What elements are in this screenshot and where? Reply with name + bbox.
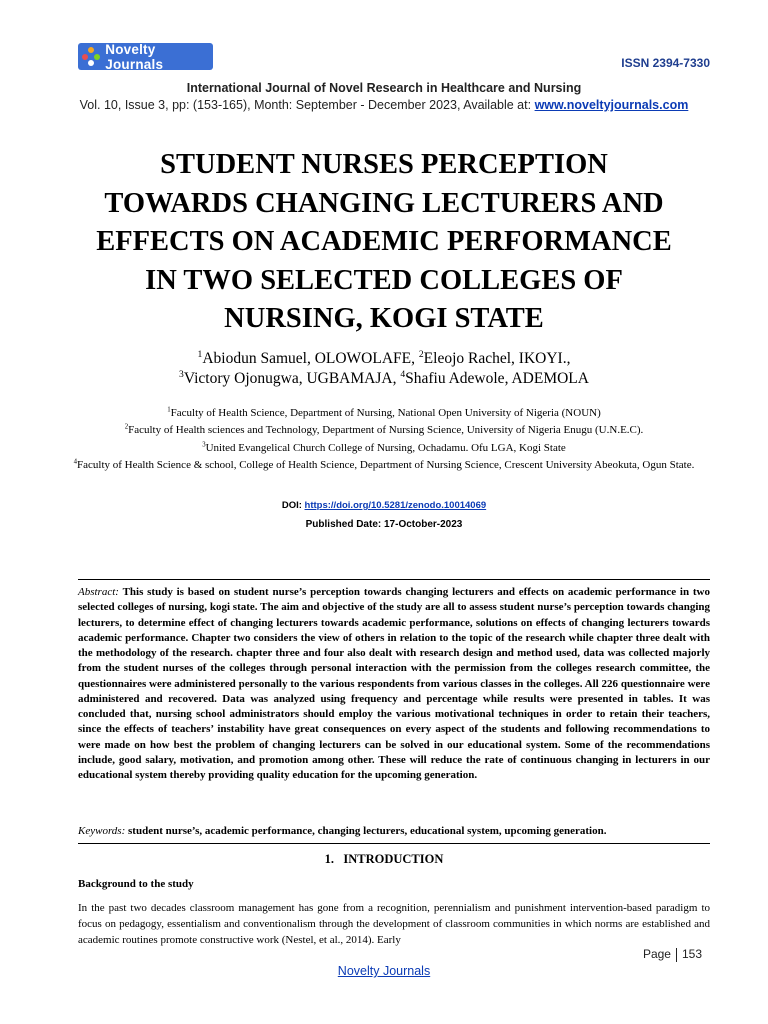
abstract-text: This study is based on student nurse’s perception towards changing lecturers and effects on academic performance in two selected colleges of nursing, kogi state. The aim and objective of the study are all to assess student nurse’s perception towards changing lecturers, to determine effect of changing lecturers towards academic performance, solutions on effects of changing lecturers towards academic performance. Chapter two considers the view of others in relation to the topic of the research while chapter three dealt with the methodology of the research. chapter three and four also dealt with research design and method used, data was collected majorly from the student nurses of the colleges through personal interaction with the permission from the colleges research committee, the questionnaires were administered personally to the various respondents from various classes in the colleges. All 226 questionnaire were administered and recovered. Data was analyzed using frequency and percentage while results were presented in tables. It was concluded that, nursing school administrators should employ the various motivational techniques in order to retain their teachers, since the effects of teachers’ instability have great consequences on every aspect of the students and following recommendations to were made on how best the problem of changing lecturers can be solved in our educational system. Some of the recommendations include, good salary, motivation, and promotion among other. These will reduce the rate of continuous changing in lecturers in our educational system thereby providing quality education for the upcoming generation. (78, 586, 710, 781)
title-line: TOWARDS CHANGING LECTURERS AND (104, 187, 664, 219)
affiliation-sup: 3 (202, 440, 206, 448)
author-name: Abiodun Samuel, OLOWOLAFE, (202, 350, 419, 367)
affiliations (60, 405, 708, 474)
doi-line (0, 500, 768, 511)
author-name: Eleojo Rachel, IKOYI., (423, 350, 571, 367)
keywords-label: Keywords: (78, 825, 126, 837)
paper-title (60, 146, 708, 339)
affiliation-sup: 2 (124, 423, 129, 431)
section-heading: 1. INTRODUCTION (324, 852, 444, 866)
issn-number: ISSN 2394-7330 (621, 56, 710, 70)
affiliation: Faculty of Health Science, Department of Nursing, National Open University of Nigeria (NOUN) (170, 407, 601, 419)
title-line: IN TWO SELECTED COLLEGES OF (145, 264, 623, 296)
abstract (78, 585, 710, 783)
website-link[interactable]: www.noveltyjournals.com (534, 98, 689, 112)
keywords (78, 825, 710, 837)
publisher-logo[interactable] (78, 43, 213, 70)
author-sup: 1 (197, 348, 203, 360)
author-name: Shafiu Adewole, ADEMOLA (405, 370, 589, 387)
title-line: EFFECTS ON ACADEMIC PERFORMANCE (96, 226, 672, 257)
subsection-heading: Background to the study (78, 878, 194, 890)
affiliation: United Evangelical Church College of Nursing, Ochadamu. Ofu LGA, Kogi State (205, 441, 566, 454)
page-divider (676, 948, 677, 962)
intro-paragraph: In the past two decades classroom management has gone from a recognition, perennialism and punishment intervention-based paradigm to focus on pedagogy, essentialism and conventionalism through the development of classroom communities in which norms are established and academic routines promote constructive work (Nestel, et al., 2014). Early (78, 902, 710, 946)
affiliation-sup: 4 (73, 458, 78, 466)
affiliation: Faculty of Health Science & school, College of Health Science, Department of Nursing Science, Crescent University Abeokuta, Ogun State. (77, 458, 695, 471)
doi-link[interactable]: https://doi.org/10.5281/zenodo.10014069 (304, 500, 487, 511)
page-value: 153 (681, 947, 702, 961)
author-sup: 4 (400, 368, 406, 380)
page-number (643, 947, 702, 962)
title-line: NURSING, KOGI STATE (224, 303, 544, 334)
volume-line (0, 98, 768, 112)
published-date: Published Date: 17-October-2023 (305, 519, 463, 530)
journal-name: International Journal of Novel Research in Healthcare and Nursing (186, 81, 582, 95)
author-name: Victory Ojonugwa, UGBAMAJA, (183, 370, 401, 387)
volume-text: Vol. 10, Issue 3, pp: (153-165), Month: September - December 2023, Available at: (79, 98, 532, 112)
doi-label: DOI: (281, 500, 302, 511)
abstract-top-rule (78, 579, 710, 580)
page-label: Page (642, 947, 671, 961)
abstract-label: Abstract: (78, 586, 119, 598)
abstract-bottom-rule (78, 843, 710, 844)
author-list (0, 349, 768, 389)
title-line: STUDENT NURSES PERCEPTION (160, 149, 608, 180)
author-sup: 2 (418, 348, 424, 360)
affiliation-sup: 1 (167, 406, 171, 414)
keywords-text: student nurse’s, academic performance, changing lecturers, educational system, upcoming generation. (128, 825, 607, 837)
logo-text: Novelty Journals (105, 41, 164, 72)
molecule-icon (82, 47, 100, 66)
affiliation: Faculty of Health sciences and Technology, Department of Nursing Science, University of Nigeria Enugu (U.N.E.C). (128, 424, 644, 437)
footer-publisher-link[interactable]: Novelty Journals (337, 964, 431, 978)
author-sup: 3 (179, 368, 184, 380)
